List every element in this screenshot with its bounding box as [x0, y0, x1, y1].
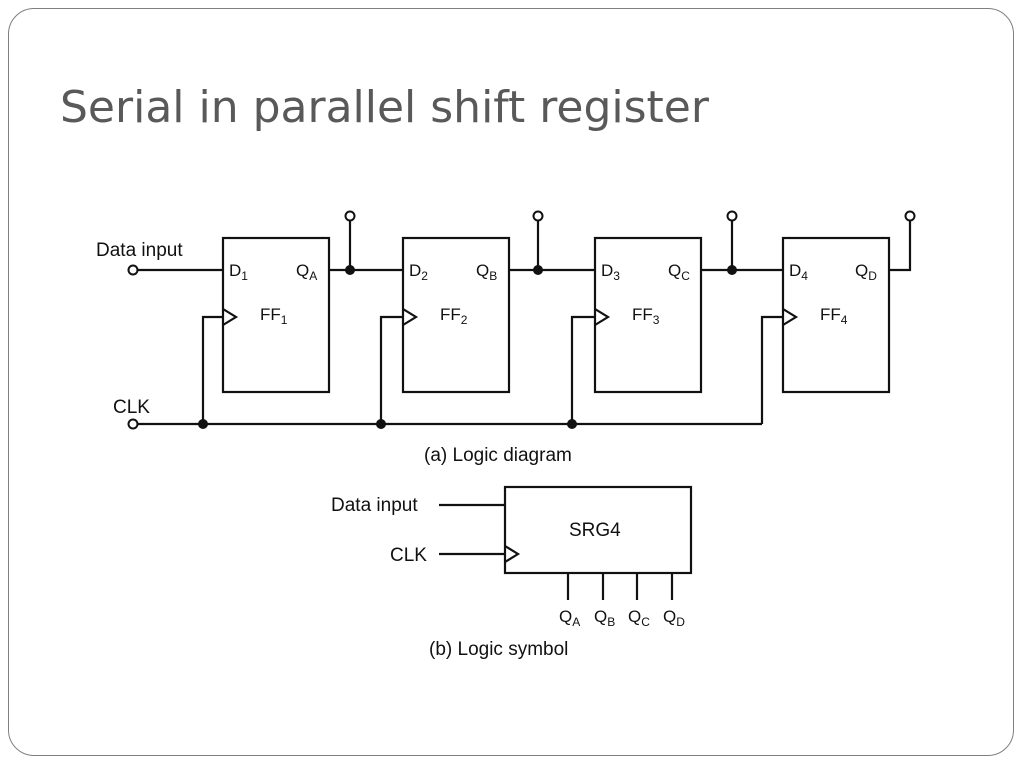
- ff2-q-label: $Q_B$: [476, 261, 498, 283]
- q-output-wire: [889, 220, 910, 270]
- ff3-d-label: $D_3$: [601, 261, 620, 283]
- junction-dot: [727, 265, 737, 275]
- junction-dot: [533, 265, 543, 275]
- symbol-clk-label: CLK: [390, 545, 427, 566]
- clk-label: CLK: [113, 397, 150, 418]
- output-terminal: [728, 212, 737, 221]
- clock-wire: [203, 317, 223, 424]
- junction-dot: [567, 419, 577, 429]
- ff1-name-label: $FF_1$: [260, 305, 288, 327]
- logic-diagram-caption: (a) Logic diagram: [424, 445, 572, 466]
- data-input-label: Data input: [96, 240, 183, 261]
- symbol-data-input-label: Data input: [331, 495, 418, 516]
- data-input-terminal: [129, 266, 138, 275]
- srg4-label: SRG4: [569, 520, 621, 541]
- junction-dot: [345, 265, 355, 275]
- ff2-d-label: $D_2$: [409, 261, 428, 283]
- junction-dot: [376, 419, 386, 429]
- symbol-qa-label: $Q_A$: [559, 607, 581, 629]
- output-terminal: [906, 212, 915, 221]
- slide-title: Serial in parallel shift register: [60, 82, 709, 133]
- ff1-d-label: $D_1$: [229, 261, 248, 283]
- clk-terminal: [129, 420, 138, 429]
- junction-dot: [198, 419, 208, 429]
- clock-wire: [572, 317, 595, 424]
- clock-wire: [762, 317, 783, 424]
- ff4-q-label: $Q_D$: [855, 261, 877, 283]
- clock-wire: [381, 317, 403, 424]
- symbol-qd-label: $Q_D$: [663, 607, 685, 629]
- ff4-name-label: $FF_4$: [820, 305, 848, 327]
- ff3-q-label: $Q_C$: [668, 261, 690, 283]
- logic-diagram: [96, 212, 915, 467]
- ff2-name-label: $FF_2$: [440, 305, 468, 327]
- ff1-q-label: $Q_A$: [296, 261, 318, 283]
- logic-symbol: [331, 487, 691, 660]
- ff3-name-label: $FF_3$: [632, 305, 660, 327]
- output-terminal: [534, 212, 543, 221]
- ff4-d-label: $D_4$: [789, 261, 808, 283]
- symbol-qb-label: $Q_B$: [594, 607, 616, 629]
- output-terminal: [346, 212, 355, 221]
- logic-symbol-caption: (b) Logic symbol: [429, 639, 569, 660]
- symbol-qc-label: $Q_C$: [628, 607, 650, 629]
